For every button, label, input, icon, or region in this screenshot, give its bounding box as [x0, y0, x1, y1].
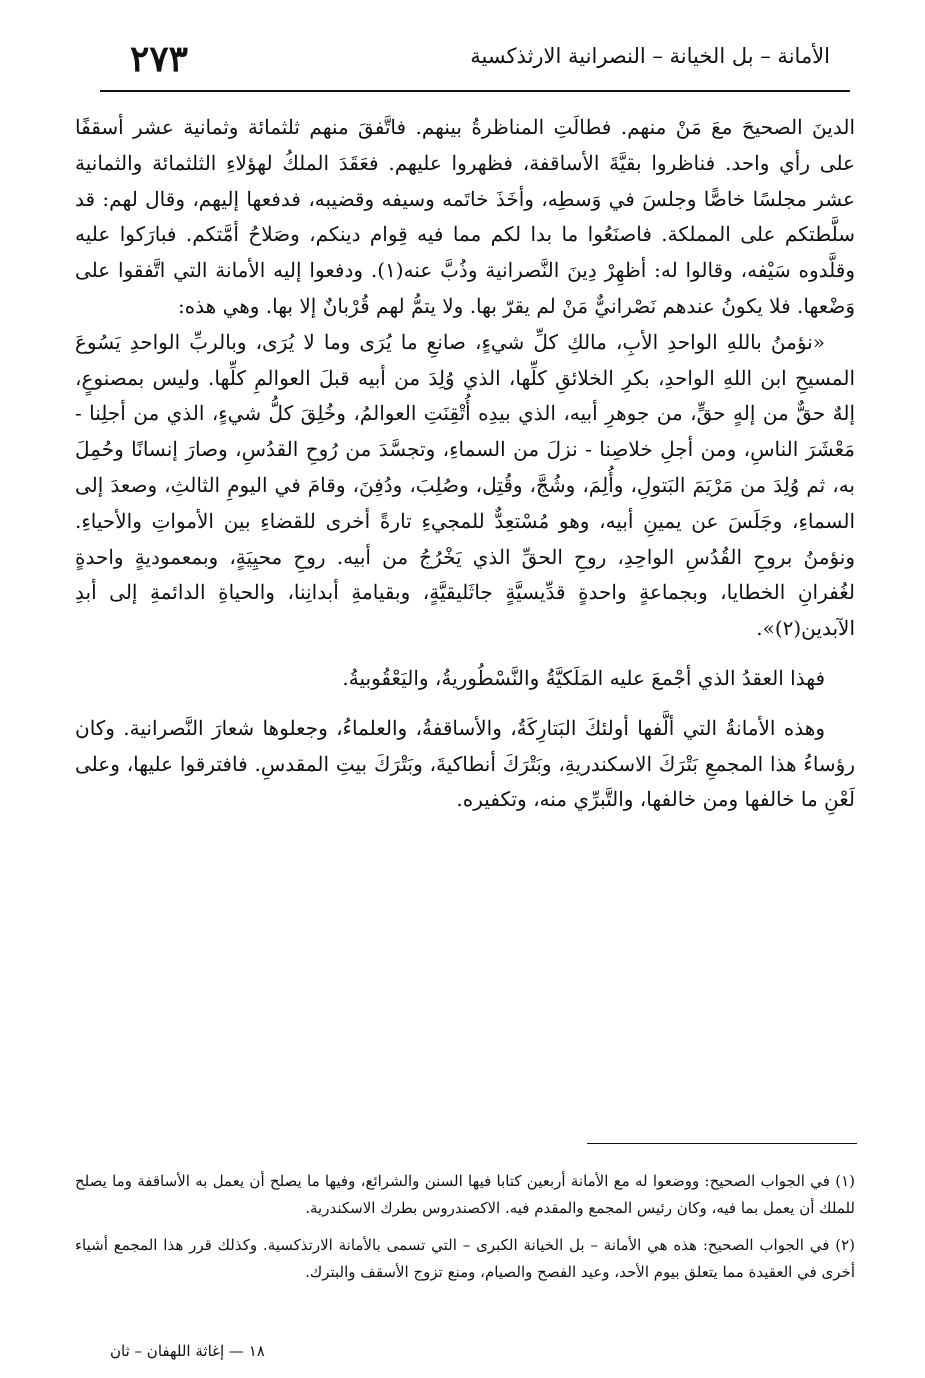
page-header	[100, 30, 850, 92]
page-number: ٢٧٣	[130, 38, 189, 80]
signature-mark: ١٨ — إغاثة اللهفان – ثان	[110, 1342, 265, 1360]
footnote-2: (٢) في الجواب الصحيح: هذه هي الأمانة – بل الخيانة الكبرى – التي تسمى بالأمانة الارتذكسية. وكذلك قرر هذا المجمع أشياء أخرى في العقيدة مما يتعلق بيوم الأحد، وعيد الفصح والصيام، ومنع تزوج الأسقف والبترك.	[75, 1236, 855, 1281]
main-text	[75, 110, 855, 818]
paragraph-council-story: الدينَ الصحيحَ معَ مَنْ منهم. فطالَتِ المناظرةُ بينهم. فاتَّفقَ منهم ثلثمائة وثمانية عشر أسقفًا على رأي واحد. فناظروا بقيَّةَ الأساقفة، فظهروا عليهم. فعَقَدَ الملكُ لهؤلاءِ الثلثمائة والثمانية عشر مجلسًا خاصًّا وجلسَ في وَسطِه، وأخَذَ خاتَمه وسيفه وقضيبه، فدفعها إليهم، وقال لهم: قد سلَّطتكم على المملكة. فاصنَعُوا ما بدا لكم مما فيه قِوام دينكم، وصَلاحُ أمَّتكم. فبارَكوا عليه وقلَّدوه سَيْفه، وقالوا له: أظهِرْ دِينَ النَّصرانية وذُبَّ عنه(١). ودفعوا إليه الأمانة التي اتَّفقوا على وَضْعها. فلا يكونُ عندهم نَصْرانيٌّ مَنْ لم يقرّ بها. ولا يتمُّ لهم قُرْبانٌ إلا بها. وهي هذه:	[75, 115, 855, 318]
paragraph-conclusion: وهذه الأمانةُ التي ألَّفها أولئكَ البَتارِكَةُ، والأساقفةُ، والعلماءُ، وجعلوها شعارَ النَّصرانية. وكان رؤساءُ هذا المجمعِ بَتْرَكَ الاسكندريةِ، وبَتْرَكَ أنطاكيةَ، وبَتْرَكَ بيتِ المقدسِ. فافترقوا عليها، وعلى لَعْنِ ما خالفها ومن خالفها، والتَّبرِّي منه، وتكفيره.	[75, 715, 855, 812]
footnotes	[75, 1168, 855, 1286]
footnote-1: (١) في الجواب الصحيح: ووضعوا له مع الأمانة أربعين كتابا فيها السنن والشرائع، وفيها ما يصلح أن يعمل به الأساقفة وما يصلح للملك أن يعمل بما فيه، وكان رئيس المجمع والمقدم فيه. الاكصندروس بطرك الاسكندرية.	[75, 1172, 855, 1217]
paragraph-agreement: فهذا العقدُ الذي أجْمعَ عليه المَلَكيَّةُ والنَّسْطُوريةُ، واليَعْقُوبيةُ.	[342, 665, 825, 690]
running-title: الأمانة – بل الخيانة – النصرانية الارثذكسية	[470, 44, 830, 68]
paragraph-creed: «نؤمنُ باللهِ الواحدِ الأبِ، مالكِ كلِّ شيءٍ، صانعِ ما يُرَى وما لا يُرَى، وبالربِّ الواحدِ يَسُوعَ المسيحِ ابن اللهِ الواحدِ، بكرِ الخلائقِ كلِّها، الذي وُلِدَ من أبيه قبلَ العوالمِ كلِّها. وليس بمصنوعٍ، إلهٌ حقٌّ من إلهٍ حقٍّ، من جوهرِ أبيه، الذي بيدِه أُتْقِنَتِ العوالمُ، وخُلِقَ كلُّ شيءٍ، الذي من أجلِنا - مَعْشَرَ الناسِ، ومن أجلِ خلاصِنا - نزلَ من السماءِ، وتجسَّدَ من رُوحِ القدُسِ، وصارَ إنسانًا وحُمِلَ به، ثم وُلِدَ من مَرْيَمَ البَتولِ، وأُلِمَ، وشُجَّ، وقُتِل، وصُلِبَ، ودُفِنَ، وقامَ في اليومِ الثالثِ، وصعدَ إلى السماءِ، وجَلَسَ عن يمينِ أبيه، وهو مُسْتعِدٌّ للمجيءِ تارةً أخرى للقضاءِ بين الأمواتِ والأحياءِ. ونؤمنُ بروحِ القُدُسِ الواحِدِ، روحِ الحقِّ الذي يَخْرُجُ من أبيه. روحِ محيِيَةٍ، وبمعموديةٍ واحدةٍ لغُفرانِ الخطايا، وبجماعةٍ واحدةٍ قدِّيسيَّةٍ جاثَليقيَّةٍ، وبقيامةِ أبدانِنا، والحياةِ الدائمةِ إلى أبدِ الآبدين(٢)».	[75, 329, 856, 641]
footnote-divider	[587, 1143, 857, 1144]
